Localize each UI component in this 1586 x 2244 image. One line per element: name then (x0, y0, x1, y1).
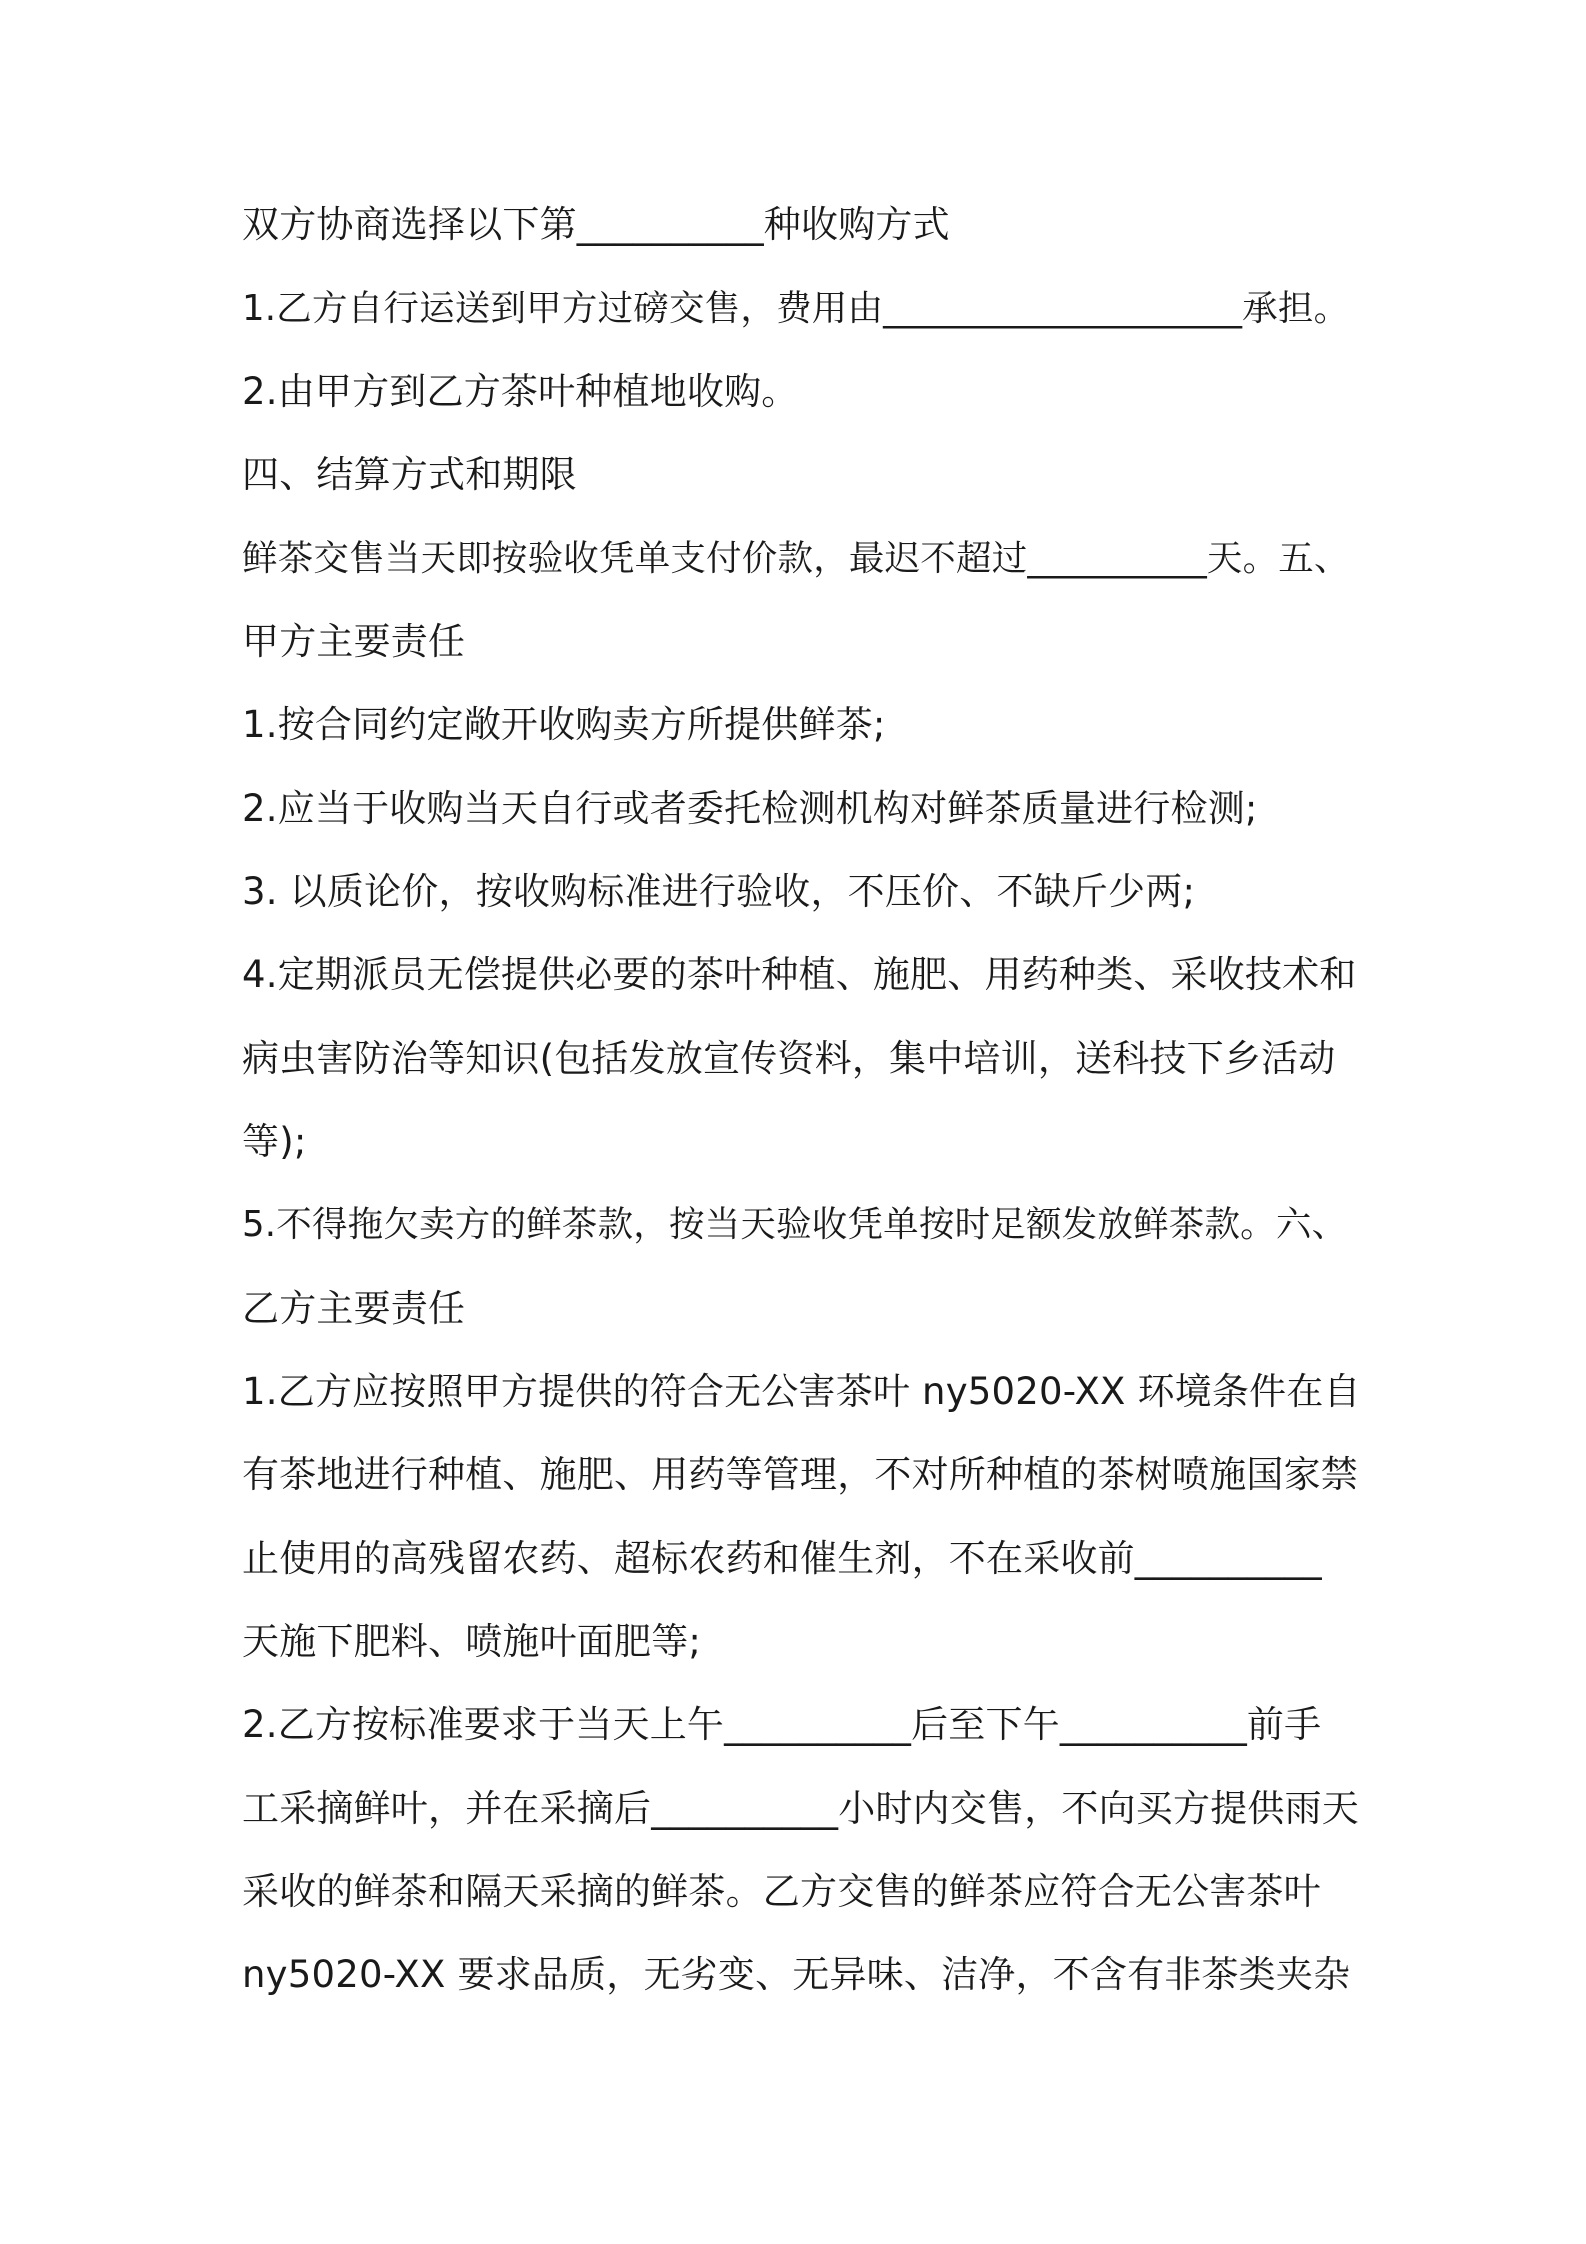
text-line-choose-method: 双方协商选择以下第__________种收购方式 (242, 203, 950, 246)
text-line-a-duty-4-cont: 病虫害防治等知识(包括发放宣传资料，集中培训，送科技下乡活动 (242, 1037, 1336, 1080)
text-line-b-duty-2-cont3: ny5020-XX 要求品质，无劣变、无异味、洁净，不含有非茶类夹杂 (242, 1953, 1351, 1996)
section-heading-settlement: 四、结算方式和期限 (242, 453, 577, 496)
text-line-b-duty-1: 1.乙方应按照甲方提供的符合无公害茶叶 ny5020-XX 环境条件在自 (242, 1370, 1361, 1413)
text-line-b-duty-1-cont2: 止使用的高残留农药、超标农药和催生剂，不在采收前__________ (242, 1537, 1322, 1580)
text-line-b-duty-1-cont: 有茶地进行种植、施肥、用药等管理，不对所种植的茶树喷施国家禁 (242, 1453, 1358, 1496)
section-heading-party-a: 甲方主要责任 (242, 620, 466, 663)
text-line-a-duty-3: 3. 以质论价，按收购标准进行验收，不压价、不缺斤少两; (242, 870, 1196, 913)
text-line-a-duty-1: 1.按合同约定敞开收购卖方所提供鲜茶; (242, 703, 886, 746)
section-heading-party-b: 乙方主要责任 (242, 1287, 466, 1330)
text-line-b-duty-2: 2.乙方按标准要求于当天上午__________后至下午__________前手 (242, 1703, 1322, 1746)
text-line-self-delivery: 1.乙方自行运送到甲方过磅交售，费用由____________________承担。 (242, 288, 1350, 329)
text-line-b-duty-2-cont2: 采收的鲜茶和隔天采摘的鲜茶。乙方交售的鲜茶应符合无公害茶叶 (242, 1870, 1321, 1913)
text-line-a-duty-5: 5.不得拖欠卖方的鲜茶款，按当天验收凭单按时足额发放鲜茶款。六、 (242, 1204, 1348, 1245)
text-line-a-duty-4-end: 等); (242, 1120, 307, 1163)
text-line-a-duty-4: 4.定期派员无偿提供必要的茶叶种植、施肥、用药种类、采收技术和 (242, 953, 1357, 996)
text-line-b-duty-2-cont: 工采摘鲜叶，并在采摘后__________小时内交售，不向买方提供雨天 (242, 1787, 1359, 1830)
text-line-onsite-purchase: 2.由甲方到乙方茶叶种植地收购。 (242, 370, 799, 413)
text-line-payment-term: 鲜茶交售当天即按验收凭单支付价款，最迟不超过__________天。五、 (242, 538, 1350, 579)
text-line-b-duty-1-end: 天施下肥料、喷施叶面肥等; (242, 1620, 702, 1663)
text-line-a-duty-2: 2.应当于收购当天自行或者委托检测机构对鲜茶质量进行检测; (242, 787, 1258, 830)
